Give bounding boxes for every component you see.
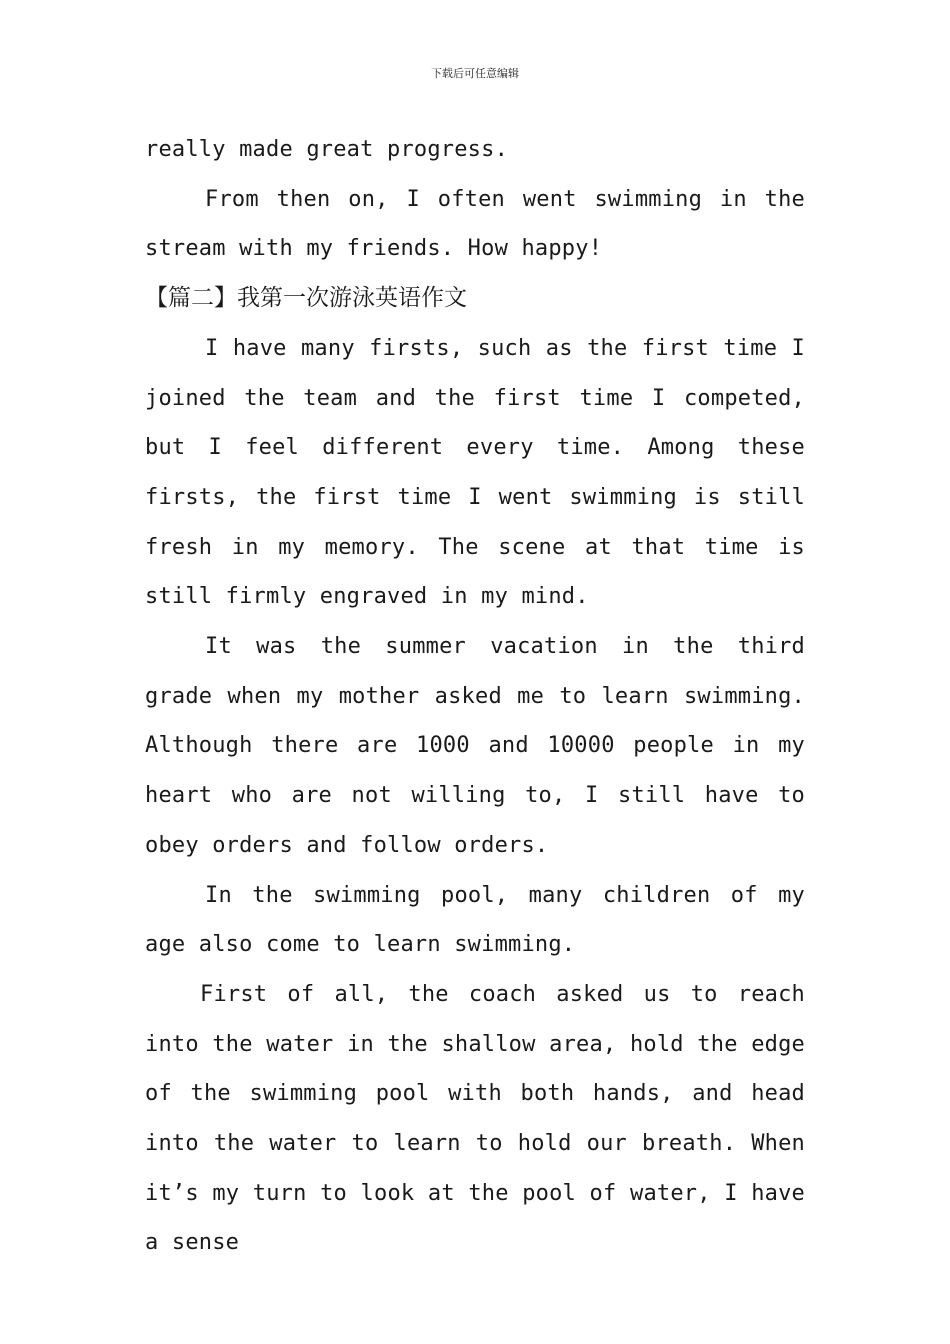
page-header: 下载后可任意编辑 xyxy=(431,67,519,80)
document-body xyxy=(145,125,805,1268)
paragraph-then-on: From then on, I often went swimming in the stream with my friends. How happy! xyxy=(145,186,805,262)
paragraph-continuation: really made great progress. xyxy=(145,137,509,162)
section-heading: 【篇二】我第一次游泳英语作文 xyxy=(145,285,467,312)
paragraph-coach: First of all, the coach asked us to reach into the water in the shallow area, hold the edge of the swimming pool with both hands, and head into the water to learn to hold our breath. When it’s my turn to look at the pool of water, I have a sense xyxy=(145,981,805,1256)
paragraph-swimming-pool: In the swimming pool, many children of my age also come to learn swimming. xyxy=(145,882,805,958)
paragraph-firsts: I have many firsts, such as the first time I joined the team and the first time I competed, but I feel different every time. Among these firsts, the first time I went swimming is still fresh in my memory. The scene at that time is still firmly engraved in my mind. xyxy=(145,335,805,610)
paragraph-summer-vacation: It was the summer vacation in the third grade when my mother asked me to learn swimming. Although there are 1000 and 10000 people in my heart who are not willing to, I still have to obey orders and follow orders. xyxy=(145,634,805,858)
